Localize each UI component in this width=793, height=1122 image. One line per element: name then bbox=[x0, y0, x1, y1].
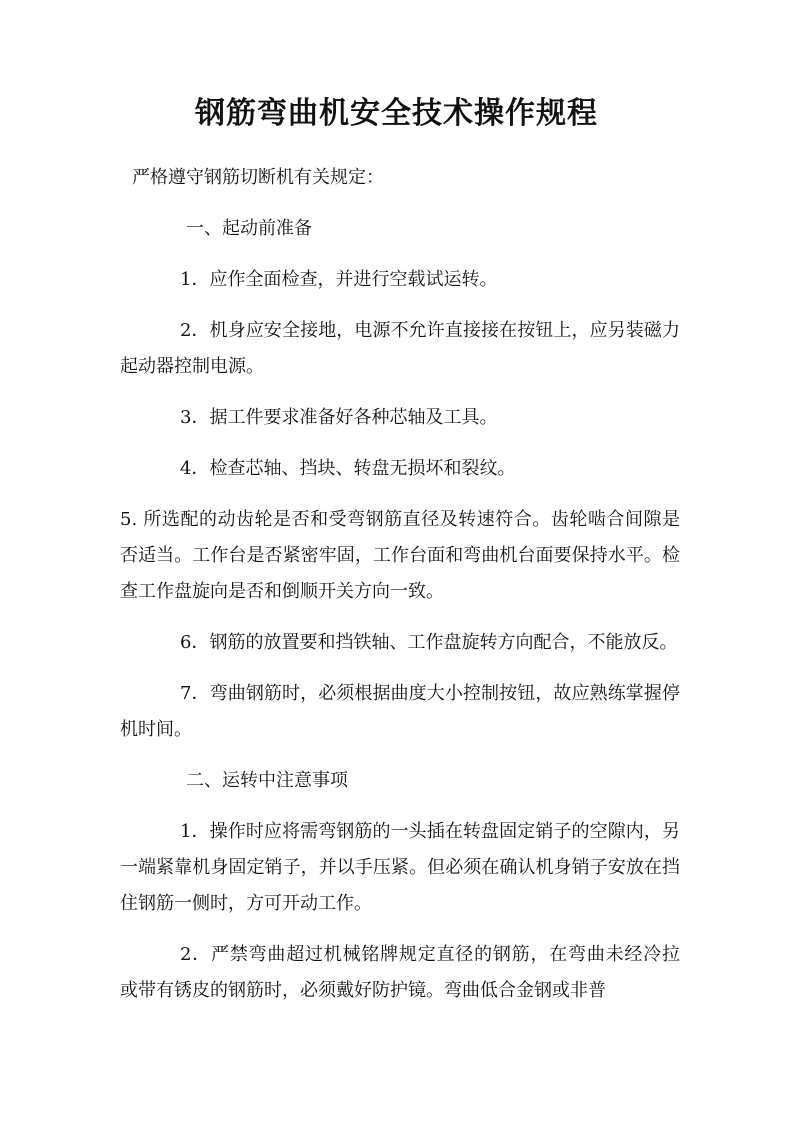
paragraph-startup-5: 5. 所选配的动齿轮是否和受弯钢筋直径及转速符合。齿轮啮合间隙是否适当。工作台是否紧密牢固，工作台面和弯曲机台面要保持水平。检查工作盘旋向是否和倒顺开关方向一致。 bbox=[120, 509, 680, 602]
paragraph-running-1: 1．操作时应将需弯钢筋的一头插在转盘固定销子的空隙内，另一端紧靠机身固定销子，并以手压紧。但必须在确认机身销子安放在挡住钢筋一侧时，方可开动工作。 bbox=[120, 821, 680, 914]
section-heading-startup: 一、起动前准备 bbox=[186, 218, 312, 239]
document-body bbox=[120, 160, 704, 1024]
paragraph-startup-3: 3．据工件要求准备好各种芯轴及工具。 bbox=[180, 407, 498, 428]
paragraph-startup-7: 7．弯曲钢筋时，必须根据曲度大小控制按钮，故应熟练掌握停机时间。 bbox=[120, 683, 680, 740]
paragraph-startup-6: 6．钢筋的放置要和挡铁轴、工作盘旋转方向配合，不能放反。 bbox=[180, 632, 678, 653]
intro-paragraph: 严格遵守钢筋切断机有关规定： bbox=[132, 167, 384, 188]
section-heading-running: 二、运转中注意事项 bbox=[186, 770, 348, 791]
paragraph-startup-1: 1．应作全面检查，并进行空载试运转。 bbox=[180, 269, 498, 290]
paragraph-running-2: 2．严禁弯曲超过机械铭牌规定直径的钢筋，在弯曲未经冷拉 或带有锈皮的钢筋时，必须戴好防护镜。弯曲低合金钢或非普 bbox=[120, 944, 704, 1001]
document-title: 钢筋弯曲机安全技术操作规程 bbox=[195, 96, 598, 131]
paragraph-startup-4: 4．检查芯轴、挡块、转盘无损坏和裂纹。 bbox=[180, 458, 516, 479]
paragraph-startup-2: 2．机身应安全接地，电源不允许直接接在按钮上，应另装磁力起动器控制电源。 bbox=[120, 320, 680, 377]
